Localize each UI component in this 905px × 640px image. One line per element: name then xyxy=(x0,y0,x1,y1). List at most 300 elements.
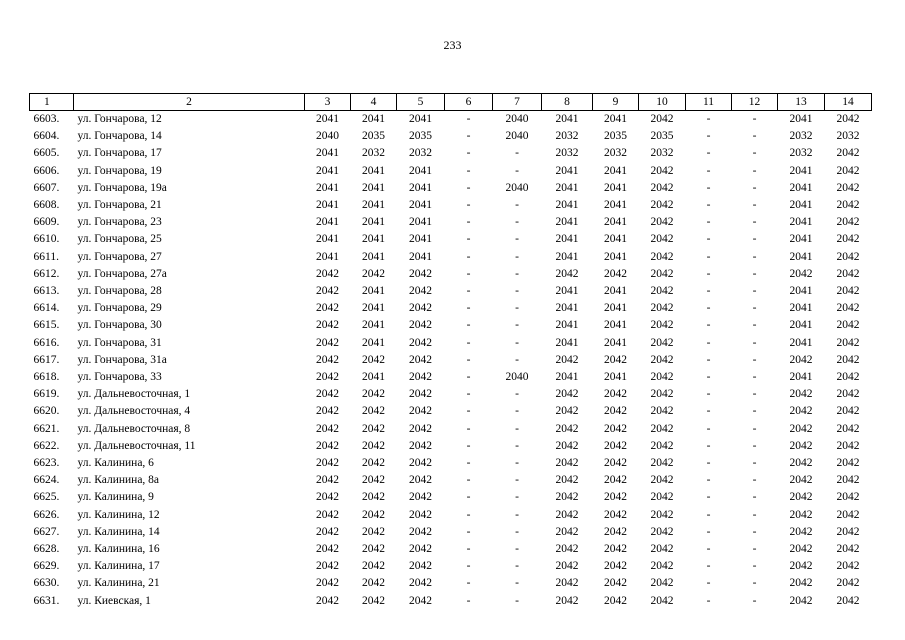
year-cell: 2032 xyxy=(650,147,674,160)
year-cell: 2042 xyxy=(650,422,674,435)
year-cell: - xyxy=(752,147,757,160)
year-cell: - xyxy=(752,353,757,366)
year-cell: - xyxy=(706,130,711,143)
year-cell: 2032 xyxy=(362,147,385,160)
year-cell: - xyxy=(515,491,519,504)
year-cell: 2042 xyxy=(362,525,385,538)
year-cell: 2042 xyxy=(555,439,579,452)
year-cell: - xyxy=(706,474,711,487)
year-cell: 2042 xyxy=(409,422,432,435)
address-cell: ул. Дальневосточная, 1 xyxy=(77,388,191,401)
year-cell: 2041 xyxy=(362,319,385,332)
row-number-cell: 6628. xyxy=(33,543,60,556)
year-cell: 2041 xyxy=(555,336,579,349)
year-cell: - xyxy=(706,594,711,607)
year-cell: - xyxy=(515,560,519,573)
year-cell: - xyxy=(752,319,757,332)
year-cell: - xyxy=(706,543,711,556)
year-cell: - xyxy=(515,439,519,452)
table-row xyxy=(30,524,872,541)
table-row xyxy=(30,593,872,610)
year-cell: - xyxy=(706,457,711,470)
year-cell: 2041 xyxy=(362,302,385,315)
year-cell: 2042 xyxy=(789,353,813,366)
year-cell: - xyxy=(466,439,471,452)
table-row xyxy=(30,317,872,334)
year-cell: 2042 xyxy=(555,353,579,366)
year-cell: 2041 xyxy=(409,216,432,229)
address-cell: ул. Гончарова, 33 xyxy=(77,371,162,384)
year-cell: - xyxy=(515,543,519,556)
year-cell: 2042 xyxy=(836,457,860,470)
year-cell: 2042 xyxy=(789,560,813,573)
table-row xyxy=(30,128,872,145)
year-cell: 2042 xyxy=(650,199,674,212)
address-cell: ул. Гончарова, 14 xyxy=(77,130,162,143)
year-cell: 2042 xyxy=(836,405,860,418)
year-cell: 2042 xyxy=(316,388,339,401)
table-row xyxy=(30,283,872,300)
year-cell: - xyxy=(515,508,519,521)
row-number-cell: 6625. xyxy=(33,491,60,504)
year-cell: 2041 xyxy=(316,199,339,212)
year-cell: 2042 xyxy=(555,594,579,607)
year-cell: 2042 xyxy=(789,439,813,452)
year-cell: 2042 xyxy=(789,508,813,521)
year-cell: - xyxy=(466,336,471,349)
row-number-cell: 6616. xyxy=(33,336,60,349)
year-cell: 2042 xyxy=(836,319,860,332)
year-cell: 2042 xyxy=(604,439,627,452)
year-cell: 2041 xyxy=(555,164,579,177)
year-cell: 2042 xyxy=(836,181,860,194)
year-cell: 2042 xyxy=(555,491,579,504)
year-cell: 2041 xyxy=(409,233,432,246)
year-cell: 2042 xyxy=(409,371,432,384)
year-cell: 2032 xyxy=(604,147,627,160)
year-cell: - xyxy=(466,130,471,143)
year-cell: - xyxy=(706,353,711,366)
year-cell: 2042 xyxy=(650,508,674,521)
column-header: 2 xyxy=(74,94,305,111)
year-cell: 2042 xyxy=(316,319,339,332)
year-cell: - xyxy=(515,199,519,212)
year-cell: 2042 xyxy=(409,319,432,332)
column-header: 8 xyxy=(542,94,593,111)
year-cell: 2042 xyxy=(316,285,339,298)
table-row xyxy=(30,214,872,231)
year-cell: - xyxy=(515,147,519,160)
column-header: 13 xyxy=(778,94,825,111)
column-header: 5 xyxy=(397,94,445,111)
year-cell: 2042 xyxy=(316,508,339,521)
year-cell: 2041 xyxy=(362,216,385,229)
year-cell: - xyxy=(515,302,519,315)
year-cell: 2042 xyxy=(789,594,813,607)
year-cell: 2041 xyxy=(604,371,627,384)
year-cell: - xyxy=(466,113,471,125)
year-cell: - xyxy=(706,405,711,418)
year-cell: 2040 xyxy=(505,371,529,384)
year-cell: 2042 xyxy=(836,439,860,452)
year-cell: 2042 xyxy=(604,491,627,504)
year-cell: - xyxy=(706,491,711,504)
year-cell: 2042 xyxy=(362,267,385,280)
address-cell: ул. Калинина, 12 xyxy=(77,508,160,521)
year-cell: - xyxy=(752,216,757,229)
year-cell: 2042 xyxy=(836,560,860,573)
column-header: 11 xyxy=(686,94,732,111)
year-cell: 2040 xyxy=(505,181,529,194)
year-cell: 2042 xyxy=(316,405,339,418)
year-cell: - xyxy=(515,594,519,607)
row-number-cell: 6624. xyxy=(33,474,60,487)
year-cell: 2042 xyxy=(316,560,339,573)
year-cell: - xyxy=(706,388,711,401)
year-cell: 2042 xyxy=(316,525,339,538)
year-cell: 2042 xyxy=(650,560,674,573)
table-row xyxy=(30,145,872,162)
row-number-cell: 6606. xyxy=(33,164,60,177)
year-cell: 2042 xyxy=(836,577,860,590)
address-cell: ул. Калинина, 8а xyxy=(77,474,160,487)
year-cell: 2042 xyxy=(836,371,860,384)
year-cell: 2042 xyxy=(836,388,860,401)
year-cell: 2042 xyxy=(555,267,579,280)
year-cell: - xyxy=(706,181,711,194)
year-cell: - xyxy=(752,233,757,246)
row-number-cell: 6603. xyxy=(33,113,60,125)
year-cell: 2042 xyxy=(836,491,860,504)
year-cell: 2041 xyxy=(555,113,579,125)
year-cell: 2042 xyxy=(555,388,579,401)
year-cell: 2041 xyxy=(409,113,432,125)
year-cell: 2032 xyxy=(409,147,432,160)
year-cell: - xyxy=(752,267,757,280)
table-row xyxy=(30,507,872,524)
year-cell: - xyxy=(752,181,757,194)
year-cell: 2042 xyxy=(409,336,432,349)
year-cell: 2042 xyxy=(409,353,432,366)
year-cell: 2042 xyxy=(836,336,860,349)
year-cell: - xyxy=(466,577,471,590)
row-number-cell: 6604. xyxy=(33,130,60,143)
year-cell: 2041 xyxy=(316,113,339,125)
year-cell: - xyxy=(515,216,519,229)
table-row xyxy=(30,455,872,472)
year-cell: 2042 xyxy=(836,422,860,435)
year-cell: 2041 xyxy=(604,181,627,194)
year-cell: - xyxy=(752,508,757,521)
year-cell: - xyxy=(466,250,471,263)
year-cell: 2041 xyxy=(555,199,579,212)
year-cell: - xyxy=(515,474,519,487)
table-row xyxy=(30,197,872,214)
year-cell: 2042 xyxy=(650,371,674,384)
year-cell: 2042 xyxy=(789,405,813,418)
year-cell: 2042 xyxy=(316,577,339,590)
year-cell: - xyxy=(466,457,471,470)
year-cell: 2041 xyxy=(555,250,579,263)
year-cell: 2041 xyxy=(789,113,813,125)
year-cell: 2032 xyxy=(555,130,579,143)
year-cell: 2042 xyxy=(555,422,579,435)
year-cell: - xyxy=(466,285,471,298)
year-cell: 2042 xyxy=(604,474,627,487)
row-number-cell: 6623. xyxy=(33,457,60,470)
year-cell: 2042 xyxy=(789,491,813,504)
year-cell: - xyxy=(752,422,757,435)
year-cell: - xyxy=(466,508,471,521)
year-cell: 2042 xyxy=(650,525,674,538)
year-cell: 2042 xyxy=(604,594,627,607)
table-row xyxy=(30,558,872,575)
year-cell: 2042 xyxy=(789,474,813,487)
year-cell: 2042 xyxy=(316,491,339,504)
year-cell: 2042 xyxy=(836,164,860,177)
table-row xyxy=(30,421,872,438)
year-cell: 2041 xyxy=(362,371,385,384)
year-cell: 2042 xyxy=(789,577,813,590)
address-cell: ул. Гончарова, 19а xyxy=(77,181,167,194)
year-cell: 2042 xyxy=(650,285,674,298)
address-cell: ул. Гончарова, 12 xyxy=(77,113,162,125)
year-cell: 2042 xyxy=(316,594,339,607)
year-cell: 2041 xyxy=(409,181,432,194)
address-cell: ул. Гончарова, 27 xyxy=(77,250,162,263)
year-cell: - xyxy=(706,233,711,246)
column-header: 3 xyxy=(305,94,351,111)
year-cell: 2041 xyxy=(409,164,432,177)
year-cell: - xyxy=(752,457,757,470)
year-cell: - xyxy=(706,319,711,332)
year-cell: 2042 xyxy=(555,525,579,538)
address-cell: ул. Калинина, 14 xyxy=(77,525,160,538)
year-cell: 2042 xyxy=(362,560,385,573)
year-cell: 2035 xyxy=(604,130,627,143)
year-cell: 2042 xyxy=(836,147,860,160)
table-body xyxy=(30,111,872,610)
year-cell: 2042 xyxy=(836,525,860,538)
year-cell: 2041 xyxy=(789,250,813,263)
year-cell: 2042 xyxy=(555,405,579,418)
year-cell: 2042 xyxy=(789,525,813,538)
year-cell: 2042 xyxy=(650,577,674,590)
table-row xyxy=(30,472,872,489)
year-cell: 2042 xyxy=(836,594,860,607)
address-cell: ул. Гончарова, 25 xyxy=(77,233,162,246)
year-cell: - xyxy=(466,594,471,607)
year-cell: 2041 xyxy=(555,371,579,384)
column-header: 1 xyxy=(30,94,74,111)
column-header: 10 xyxy=(639,94,686,111)
year-cell: 2042 xyxy=(555,543,579,556)
address-cell: ул. Гончарова, 28 xyxy=(77,285,162,298)
year-cell: 2040 xyxy=(505,130,529,143)
year-cell: - xyxy=(466,267,471,280)
column-header: 7 xyxy=(493,94,542,111)
year-cell: 2042 xyxy=(650,267,674,280)
row-number-cell: 6609. xyxy=(33,216,60,229)
year-cell: 2042 xyxy=(555,474,579,487)
year-cell: - xyxy=(752,543,757,556)
year-cell: - xyxy=(515,525,519,538)
year-cell: 2041 xyxy=(362,199,385,212)
year-cell: 2042 xyxy=(650,216,674,229)
year-cell: - xyxy=(515,422,519,435)
year-cell: 2042 xyxy=(362,508,385,521)
year-cell: 2042 xyxy=(362,457,385,470)
column-header: 4 xyxy=(351,94,397,111)
year-cell: - xyxy=(466,405,471,418)
table-row xyxy=(30,231,872,248)
year-cell: - xyxy=(466,543,471,556)
year-cell: 2042 xyxy=(604,457,627,470)
year-cell: 2042 xyxy=(650,491,674,504)
year-cell: - xyxy=(706,439,711,452)
year-cell: 2041 xyxy=(316,216,339,229)
table-row xyxy=(30,386,872,403)
year-cell: 2042 xyxy=(836,543,860,556)
row-number-cell: 6622. xyxy=(33,439,60,452)
year-cell: 2041 xyxy=(604,199,627,212)
table-row xyxy=(30,438,872,455)
year-cell: 2042 xyxy=(836,508,860,521)
row-number-cell: 6626. xyxy=(33,508,60,521)
year-cell: 2041 xyxy=(604,302,627,315)
year-cell: 2042 xyxy=(409,302,432,315)
year-cell: 2041 xyxy=(362,336,385,349)
year-cell: - xyxy=(466,147,471,160)
year-cell: 2042 xyxy=(604,388,627,401)
table-row xyxy=(30,180,872,197)
column-header: 12 xyxy=(732,94,778,111)
year-cell: 2041 xyxy=(789,181,813,194)
year-cell: 2041 xyxy=(604,336,627,349)
year-cell: 2042 xyxy=(555,508,579,521)
row-number-cell: 6611. xyxy=(33,250,59,263)
year-cell: 2042 xyxy=(555,560,579,573)
year-cell: 2042 xyxy=(316,474,339,487)
year-cell: 2041 xyxy=(316,164,339,177)
year-cell: 2041 xyxy=(555,233,579,246)
year-cell: - xyxy=(752,164,757,177)
year-cell: 2041 xyxy=(362,233,385,246)
year-cell: 2042 xyxy=(604,560,627,573)
year-cell: 2041 xyxy=(604,233,627,246)
year-cell: 2041 xyxy=(316,181,339,194)
year-cell: 2032 xyxy=(789,147,813,160)
year-cell: 2042 xyxy=(362,577,385,590)
year-cell: 2042 xyxy=(316,336,339,349)
year-cell: - xyxy=(515,285,519,298)
year-cell: 2041 xyxy=(604,319,627,332)
year-cell: 2041 xyxy=(555,319,579,332)
year-cell: 2042 xyxy=(555,577,579,590)
year-cell: - xyxy=(752,199,757,212)
address-cell: ул. Калинина, 21 xyxy=(77,577,160,590)
year-cell: - xyxy=(466,474,471,487)
year-cell: 2041 xyxy=(316,147,339,160)
year-cell: - xyxy=(706,371,711,384)
year-cell: - xyxy=(752,371,757,384)
year-cell: - xyxy=(706,285,711,298)
year-cell: 2040 xyxy=(505,113,529,125)
year-cell: - xyxy=(466,353,471,366)
year-cell: 2035 xyxy=(362,130,385,143)
year-cell: 2042 xyxy=(409,508,432,521)
year-cell: 2042 xyxy=(409,474,432,487)
year-cell: 2041 xyxy=(362,164,385,177)
year-cell: 2042 xyxy=(604,405,627,418)
year-cell: 2042 xyxy=(836,353,860,366)
year-cell: 2042 xyxy=(650,474,674,487)
year-cell: - xyxy=(706,164,711,177)
year-cell: - xyxy=(752,560,757,573)
table-row xyxy=(30,300,872,317)
year-cell: 2042 xyxy=(836,250,860,263)
year-cell: 2042 xyxy=(362,474,385,487)
year-cell: 2042 xyxy=(604,422,627,435)
year-cell: - xyxy=(752,525,757,538)
year-cell: 2042 xyxy=(789,457,813,470)
year-cell: - xyxy=(515,250,519,263)
year-cell: 2042 xyxy=(650,181,674,194)
year-cell: - xyxy=(706,336,711,349)
year-cell: 2042 xyxy=(362,388,385,401)
year-cell: 2041 xyxy=(604,164,627,177)
year-cell: 2042 xyxy=(555,457,579,470)
row-number-cell: 6610. xyxy=(33,233,60,246)
row-number-cell: 6630. xyxy=(33,577,60,590)
row-number-cell: 6615. xyxy=(33,319,60,332)
year-cell: - xyxy=(515,164,519,177)
year-cell: 2040 xyxy=(316,130,339,143)
address-cell: ул. Киевская, 1 xyxy=(77,594,151,607)
year-cell: 2042 xyxy=(409,388,432,401)
year-cell: 2041 xyxy=(316,250,339,263)
year-cell: - xyxy=(515,405,519,418)
year-cell: 2041 xyxy=(555,216,579,229)
year-cell: - xyxy=(706,216,711,229)
year-cell: 2042 xyxy=(316,422,339,435)
year-cell: 2041 xyxy=(604,216,627,229)
year-cell: - xyxy=(706,113,711,125)
year-cell: 2042 xyxy=(604,508,627,521)
table-row xyxy=(30,335,872,352)
year-cell: - xyxy=(466,199,471,212)
year-cell: 2041 xyxy=(789,216,813,229)
year-cell: 2035 xyxy=(650,130,674,143)
year-cell: 2042 xyxy=(836,302,860,315)
year-cell: 2035 xyxy=(409,130,432,143)
year-cell: 2042 xyxy=(650,164,674,177)
year-cell: 2042 xyxy=(316,353,339,366)
year-cell: 2042 xyxy=(362,543,385,556)
header-row xyxy=(30,94,872,111)
row-number-cell: 6607. xyxy=(33,181,60,194)
year-cell: 2041 xyxy=(555,285,579,298)
year-cell: 2042 xyxy=(836,285,860,298)
year-cell: 2042 xyxy=(409,577,432,590)
year-cell: - xyxy=(752,130,757,143)
table-row xyxy=(30,489,872,506)
column-header: 14 xyxy=(825,94,872,111)
table-row xyxy=(30,369,872,386)
year-cell: 2041 xyxy=(789,319,813,332)
address-cell: ул. Калинина, 16 xyxy=(77,543,160,556)
year-cell: - xyxy=(515,388,519,401)
